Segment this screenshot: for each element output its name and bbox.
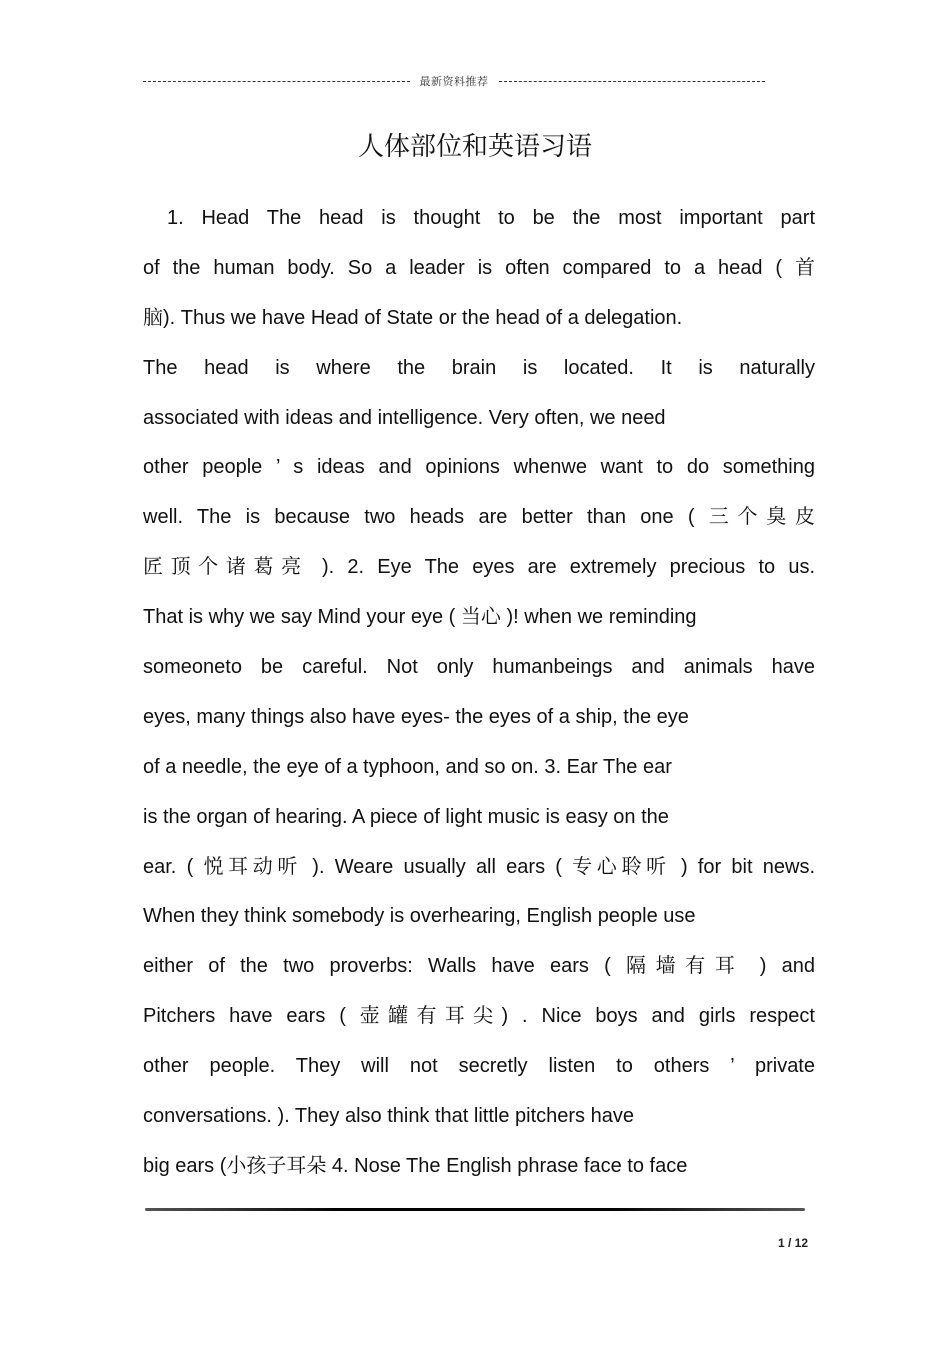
text-line: is the organ of hearing. A piece of light music is easy on the bbox=[143, 805, 669, 828]
page-number: 1 / 12 bbox=[777, 1236, 808, 1250]
text-line: well. The is because two heads are better than one ( 三个臭皮 bbox=[143, 506, 815, 529]
text-line: of a needle, the eye of a typhoon, and so on. 3. Ear The ear bbox=[143, 755, 672, 778]
text-line: 匠顶个诸葛亮 ). 2. Eye The eyes are extremely precious to us. bbox=[143, 556, 815, 579]
text-line: The head is where the brain is located. It is naturally bbox=[143, 356, 815, 379]
footer-rule bbox=[145, 1208, 805, 1211]
text-line: 1. Head The head is thought to be the most important part bbox=[167, 207, 815, 229]
text-line: When they think somebody is overhearing, English people use bbox=[143, 905, 696, 928]
text-line: ear. ( 悦耳动听 ). Weare usually all ears ( 专心聆听 ) for bit news. bbox=[143, 855, 815, 878]
document-title: 人体部位和英语习语 bbox=[357, 132, 592, 162]
text-line: associated with ideas and intelligence. Very often, we need bbox=[143, 406, 666, 429]
text-line: Pitchers have ears ( 壶罐有耳尖) . Nice boys and girls respect bbox=[143, 1005, 815, 1028]
header-dash-left bbox=[143, 81, 410, 82]
header-dash-right bbox=[499, 81, 766, 82]
header-label: 最新资料推荐 bbox=[419, 75, 489, 88]
text-line: other people ’ s ideas and opinions whenwe want to do something bbox=[143, 456, 815, 479]
text-line: someoneto be careful. Not only humanbeings and animals have bbox=[143, 656, 815, 679]
text-line: of the human body. So a leader is often compared to a head ( 首 bbox=[143, 256, 815, 279]
text-line: 脑). Thus we have Head of State or the head of a delegation. bbox=[143, 306, 683, 329]
text-line: That is why we say Mind your eye ( 当心 )! when we reminding bbox=[143, 606, 697, 629]
text-line: conversations. ). They also think that little pitchers have bbox=[143, 1105, 634, 1128]
page-header bbox=[143, 72, 765, 90]
text-line: eyes, many things also have eyes- the eyes of a ship, the eye bbox=[143, 705, 689, 728]
text-line: other people. They will not secretly listen to others ’ private bbox=[143, 1055, 815, 1078]
text-line: either of the two proverbs: Walls have ears ( 隔墙有耳 ) and bbox=[143, 955, 815, 978]
text-line: big ears (小孩子耳朵 4. Nose The English phrase face to face bbox=[143, 1154, 688, 1177]
document-body bbox=[143, 195, 815, 1193]
